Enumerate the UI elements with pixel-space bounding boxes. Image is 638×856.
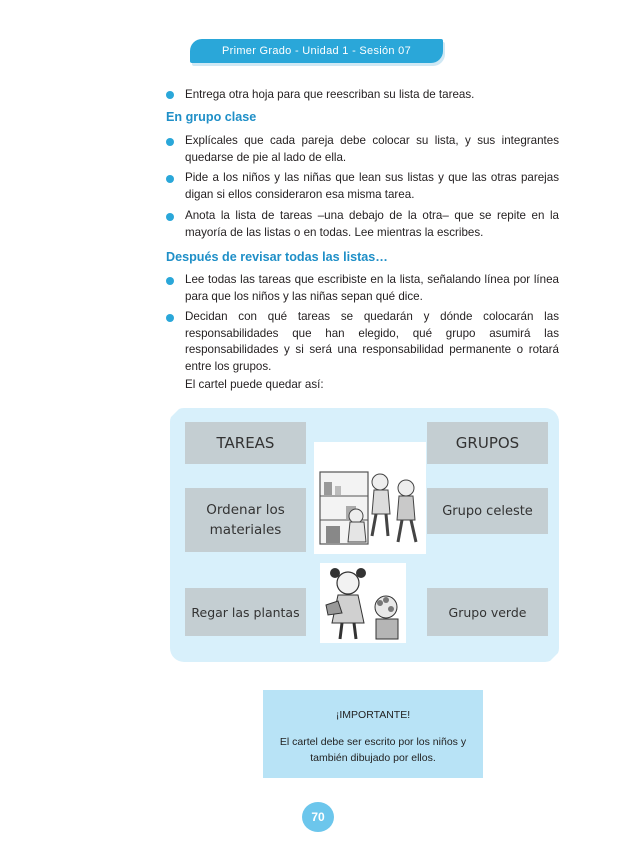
tasks-header: TAREAS xyxy=(185,422,306,464)
group-cell-verde: Grupo verde xyxy=(427,588,548,636)
instruction-item xyxy=(185,170,559,203)
children-shelf-illustration xyxy=(314,442,426,554)
groups-header: GRUPOS xyxy=(427,422,548,464)
note-title: ¡IMPORTANTE! xyxy=(335,709,411,721)
session-header: Primer Grado - Unidad 1 - Sesión 07 xyxy=(190,39,443,63)
book xyxy=(335,486,341,495)
flower xyxy=(388,606,394,612)
instruction-line: responsabilidades que han elegido, qué grupo asumirá las xyxy=(185,326,559,340)
intro-line: Entrega otra hoja para que reescriban su lista de tareas. xyxy=(185,88,475,101)
important-note xyxy=(263,690,483,778)
girl-pigtail xyxy=(356,568,366,578)
note-line: también dibujado por ellos. xyxy=(310,752,436,764)
note-line: El cartel debe ser escrito por los niños y xyxy=(279,736,467,748)
closing-line: El cartel puede quedar así: xyxy=(185,378,324,391)
instruction-item xyxy=(185,272,559,305)
bullet-icon xyxy=(166,213,174,221)
instruction-line: digan si ellos consideraron esa misma tarea. xyxy=(185,187,415,201)
child-head xyxy=(349,509,363,523)
task-line: Ordenar los xyxy=(206,502,285,518)
instruction-line: para que los niños y las niñas sepan qué dice. xyxy=(185,289,423,303)
child-body xyxy=(372,490,390,514)
bullet-icon xyxy=(166,314,174,322)
child-head xyxy=(398,480,414,496)
instruction-line: entre los grupos. xyxy=(185,359,272,373)
instruction-line: Anota la lista de tareas –una debajo de la otra– que se repite en la xyxy=(185,209,559,222)
girl-leg xyxy=(340,623,342,639)
instruction-line: mayoría de las listas o en todas. Lee mientras la escribes. xyxy=(185,225,484,239)
child-body xyxy=(348,522,366,542)
bullet-icon xyxy=(166,91,174,99)
section-heading-grupo-clase: En grupo clase xyxy=(166,110,257,124)
bullet-icon xyxy=(166,138,174,146)
instruction-item xyxy=(185,208,559,241)
page-number: 70 xyxy=(302,802,334,832)
flower xyxy=(377,600,383,606)
bullet-icon xyxy=(166,277,174,285)
responsibility-poster xyxy=(170,408,559,662)
plant-pot xyxy=(376,619,398,639)
instruction-line: Lee todas las tareas que escribiste en la lista, señalando línea por línea xyxy=(185,273,559,286)
group-cell-celeste: Grupo celeste xyxy=(427,488,548,534)
box xyxy=(326,526,340,543)
instruction-item xyxy=(185,133,559,166)
task-cell-regar: Regar las plantas xyxy=(185,588,306,636)
girl-leg xyxy=(354,623,356,639)
book xyxy=(324,482,332,495)
child-head xyxy=(372,474,388,490)
instruction-item xyxy=(185,309,559,375)
child-body xyxy=(397,496,415,520)
task-cell-ordenar xyxy=(185,488,306,552)
section-heading-despues: Después de revisar todas las listas… xyxy=(166,250,388,264)
flower xyxy=(383,597,389,603)
bullet-icon xyxy=(166,175,174,183)
instruction-line: Decidan con qué tareas se quedarán y dónde colocarán las xyxy=(185,310,559,323)
girl-watering-illustration xyxy=(320,563,406,643)
instruction-line: quedarse de pie al lado de ella. xyxy=(185,150,347,164)
child-leg xyxy=(386,514,388,536)
instruction-line: responsabilidades y si será una responsabilidad permanente o rotará xyxy=(185,343,559,356)
task-line: materiales xyxy=(209,522,282,538)
girl-head xyxy=(337,572,359,594)
girl-pigtail xyxy=(330,568,340,578)
instruction-line: Explícales que cada pareja debe colocar su lista, y sus integrantes xyxy=(185,134,559,147)
instruction-line: Pide a los niños y las niñas que lean sus listas y que las otras parejas xyxy=(185,171,559,184)
